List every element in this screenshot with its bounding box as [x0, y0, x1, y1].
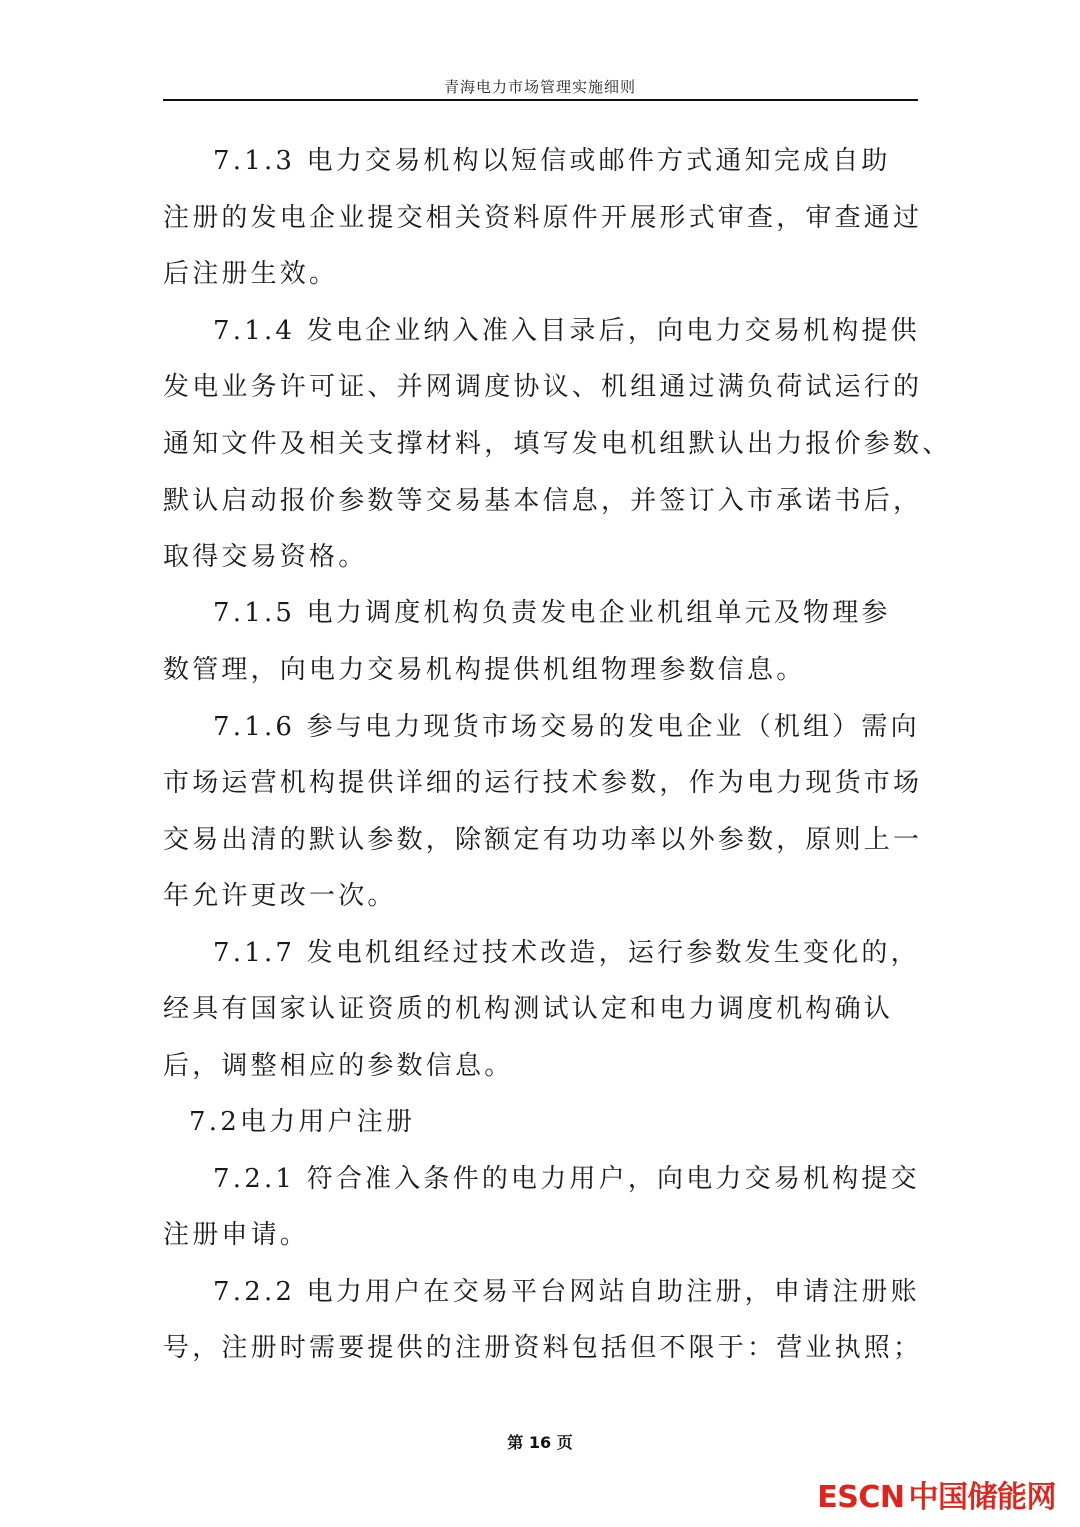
body-line: 7.1.3 电力交易机构以短信或邮件方式通知完成自助: [213, 146, 891, 176]
body-line: 7.1.7 发电机组经过技术改造，运行参数发生变化的，: [213, 938, 920, 968]
watermark-brand-en: ESCN: [817, 1480, 905, 1515]
body-line: 默认启动报价参数等交易基本信息，并签订入市承诺书后，: [163, 486, 923, 516]
body-line: 注册的发电企业提交相关资料原件开展形式审查，审查通过: [163, 203, 923, 233]
page-number: 第 16 页: [507, 1433, 573, 1452]
body-line: 7.1.5 电力调度机构负责发电企业机组单元及物理参: [213, 598, 891, 628]
section-heading: 7.2电力用户注册: [189, 1107, 416, 1137]
body-line: 7.2.2 电力用户在交易平台网站自助注册，申请注册账: [213, 1277, 920, 1307]
body-line: 7.1.6 参与电力现货市场交易的发电企业（机组）需向: [213, 712, 920, 742]
body-line: 发电业务许可证、并网调度协议、机组通过满负荷试运行的: [163, 372, 923, 402]
body-line: 号，注册时需要提供的注册资料包括但不限于：营业执照；: [163, 1333, 923, 1363]
header-title: 青海电力市场管理实施细则: [443, 78, 636, 96]
watermark-logo: [817, 1472, 1056, 1516]
body-line: 后，调整相应的参数信息。: [163, 1051, 514, 1081]
body-line: 取得交易资格。: [163, 542, 368, 572]
watermark-brand-cn: 中国储能网: [908, 1480, 1056, 1515]
header-divider: [163, 99, 918, 101]
body-line: 后注册生效。: [163, 259, 339, 289]
body-line: 7.2.1 符合准入条件的电力用户，向电力交易机构提交: [213, 1164, 920, 1194]
body-line: 经具有国家认证资质的机构测试认定和电力调度机构确认: [163, 994, 894, 1024]
body-line: 数管理，向电力交易机构提供机组物理参数信息。: [163, 655, 806, 685]
body-line: 注册申请。: [163, 1220, 310, 1250]
body-line: 市场运营机构提供详细的运行技术参数，作为电力现货市场: [163, 768, 923, 798]
body-line: 通知文件及相关支撑材料，填写发电机组默认出力报价参数、: [163, 429, 952, 459]
body-line: 年允许更改一次。: [163, 881, 397, 911]
body-line: 7.1.4 发电企业纳入准入目录后，向电力交易机构提供: [213, 316, 920, 346]
body-line: 交易出清的默认参数，除额定有功功率以外参数，原则上一: [163, 825, 923, 855]
